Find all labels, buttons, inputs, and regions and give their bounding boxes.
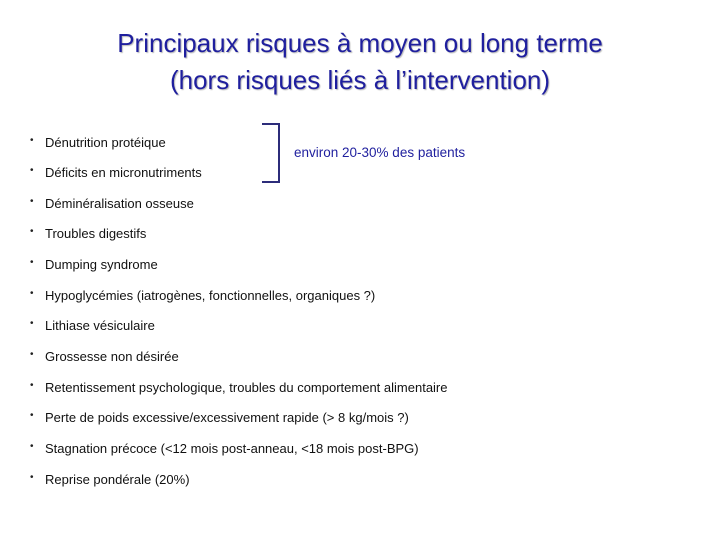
bullet-icon: • bbox=[30, 288, 34, 299]
bullet-icon: • bbox=[30, 165, 34, 176]
bullet-icon: • bbox=[30, 441, 34, 452]
slide-title bbox=[0, 25, 720, 99]
bracket-note: environ 20-30% des patients bbox=[294, 145, 466, 160]
list-item-text: Dumping syndrome bbox=[45, 257, 158, 272]
bullet-icon: • bbox=[30, 257, 34, 268]
bullet-icon: • bbox=[30, 349, 34, 360]
slide-title-line-2: (hors risques liés à l’intervention) bbox=[169, 65, 551, 95]
bullet-icon: • bbox=[30, 196, 34, 207]
bullet-icon: • bbox=[30, 226, 34, 237]
list-item-text: Lithiase vésiculaire bbox=[45, 318, 155, 333]
list-item-text: Reprise pondérale (20%) bbox=[45, 472, 190, 487]
list-item-text: Retentissement psychologique, troubles du comportement alimentaire bbox=[45, 380, 448, 395]
list-item-text: Déminéralisation osseuse bbox=[45, 196, 194, 211]
list-item-text: Perte de poids excessive/excessivement rapide (> 8 kg/mois ?) bbox=[45, 410, 409, 425]
bullet-icon: • bbox=[30, 380, 34, 391]
slide-title-line-1: Principaux risques à moyen ou long terme bbox=[117, 28, 603, 58]
grouping-bracket bbox=[262, 123, 280, 183]
list-item-text: Grossesse non désirée bbox=[45, 349, 179, 364]
list-item-text: Déficits en micronutriments bbox=[45, 165, 202, 180]
bullet-icon: • bbox=[30, 318, 34, 329]
bullet-icon: • bbox=[30, 472, 34, 483]
list-item-text: Stagnation précoce (<12 mois post-anneau, <18 mois post-BPG) bbox=[45, 441, 419, 456]
list-item-text: Dénutrition protéique bbox=[45, 135, 166, 150]
bullet-icon: • bbox=[30, 410, 34, 421]
list-item-text: Troubles digestifs bbox=[45, 226, 147, 241]
list-item-text: Hypoglycémies (iatrogènes, fonctionnelles, organiques ?) bbox=[45, 288, 376, 303]
bullet-icon: • bbox=[30, 135, 34, 146]
